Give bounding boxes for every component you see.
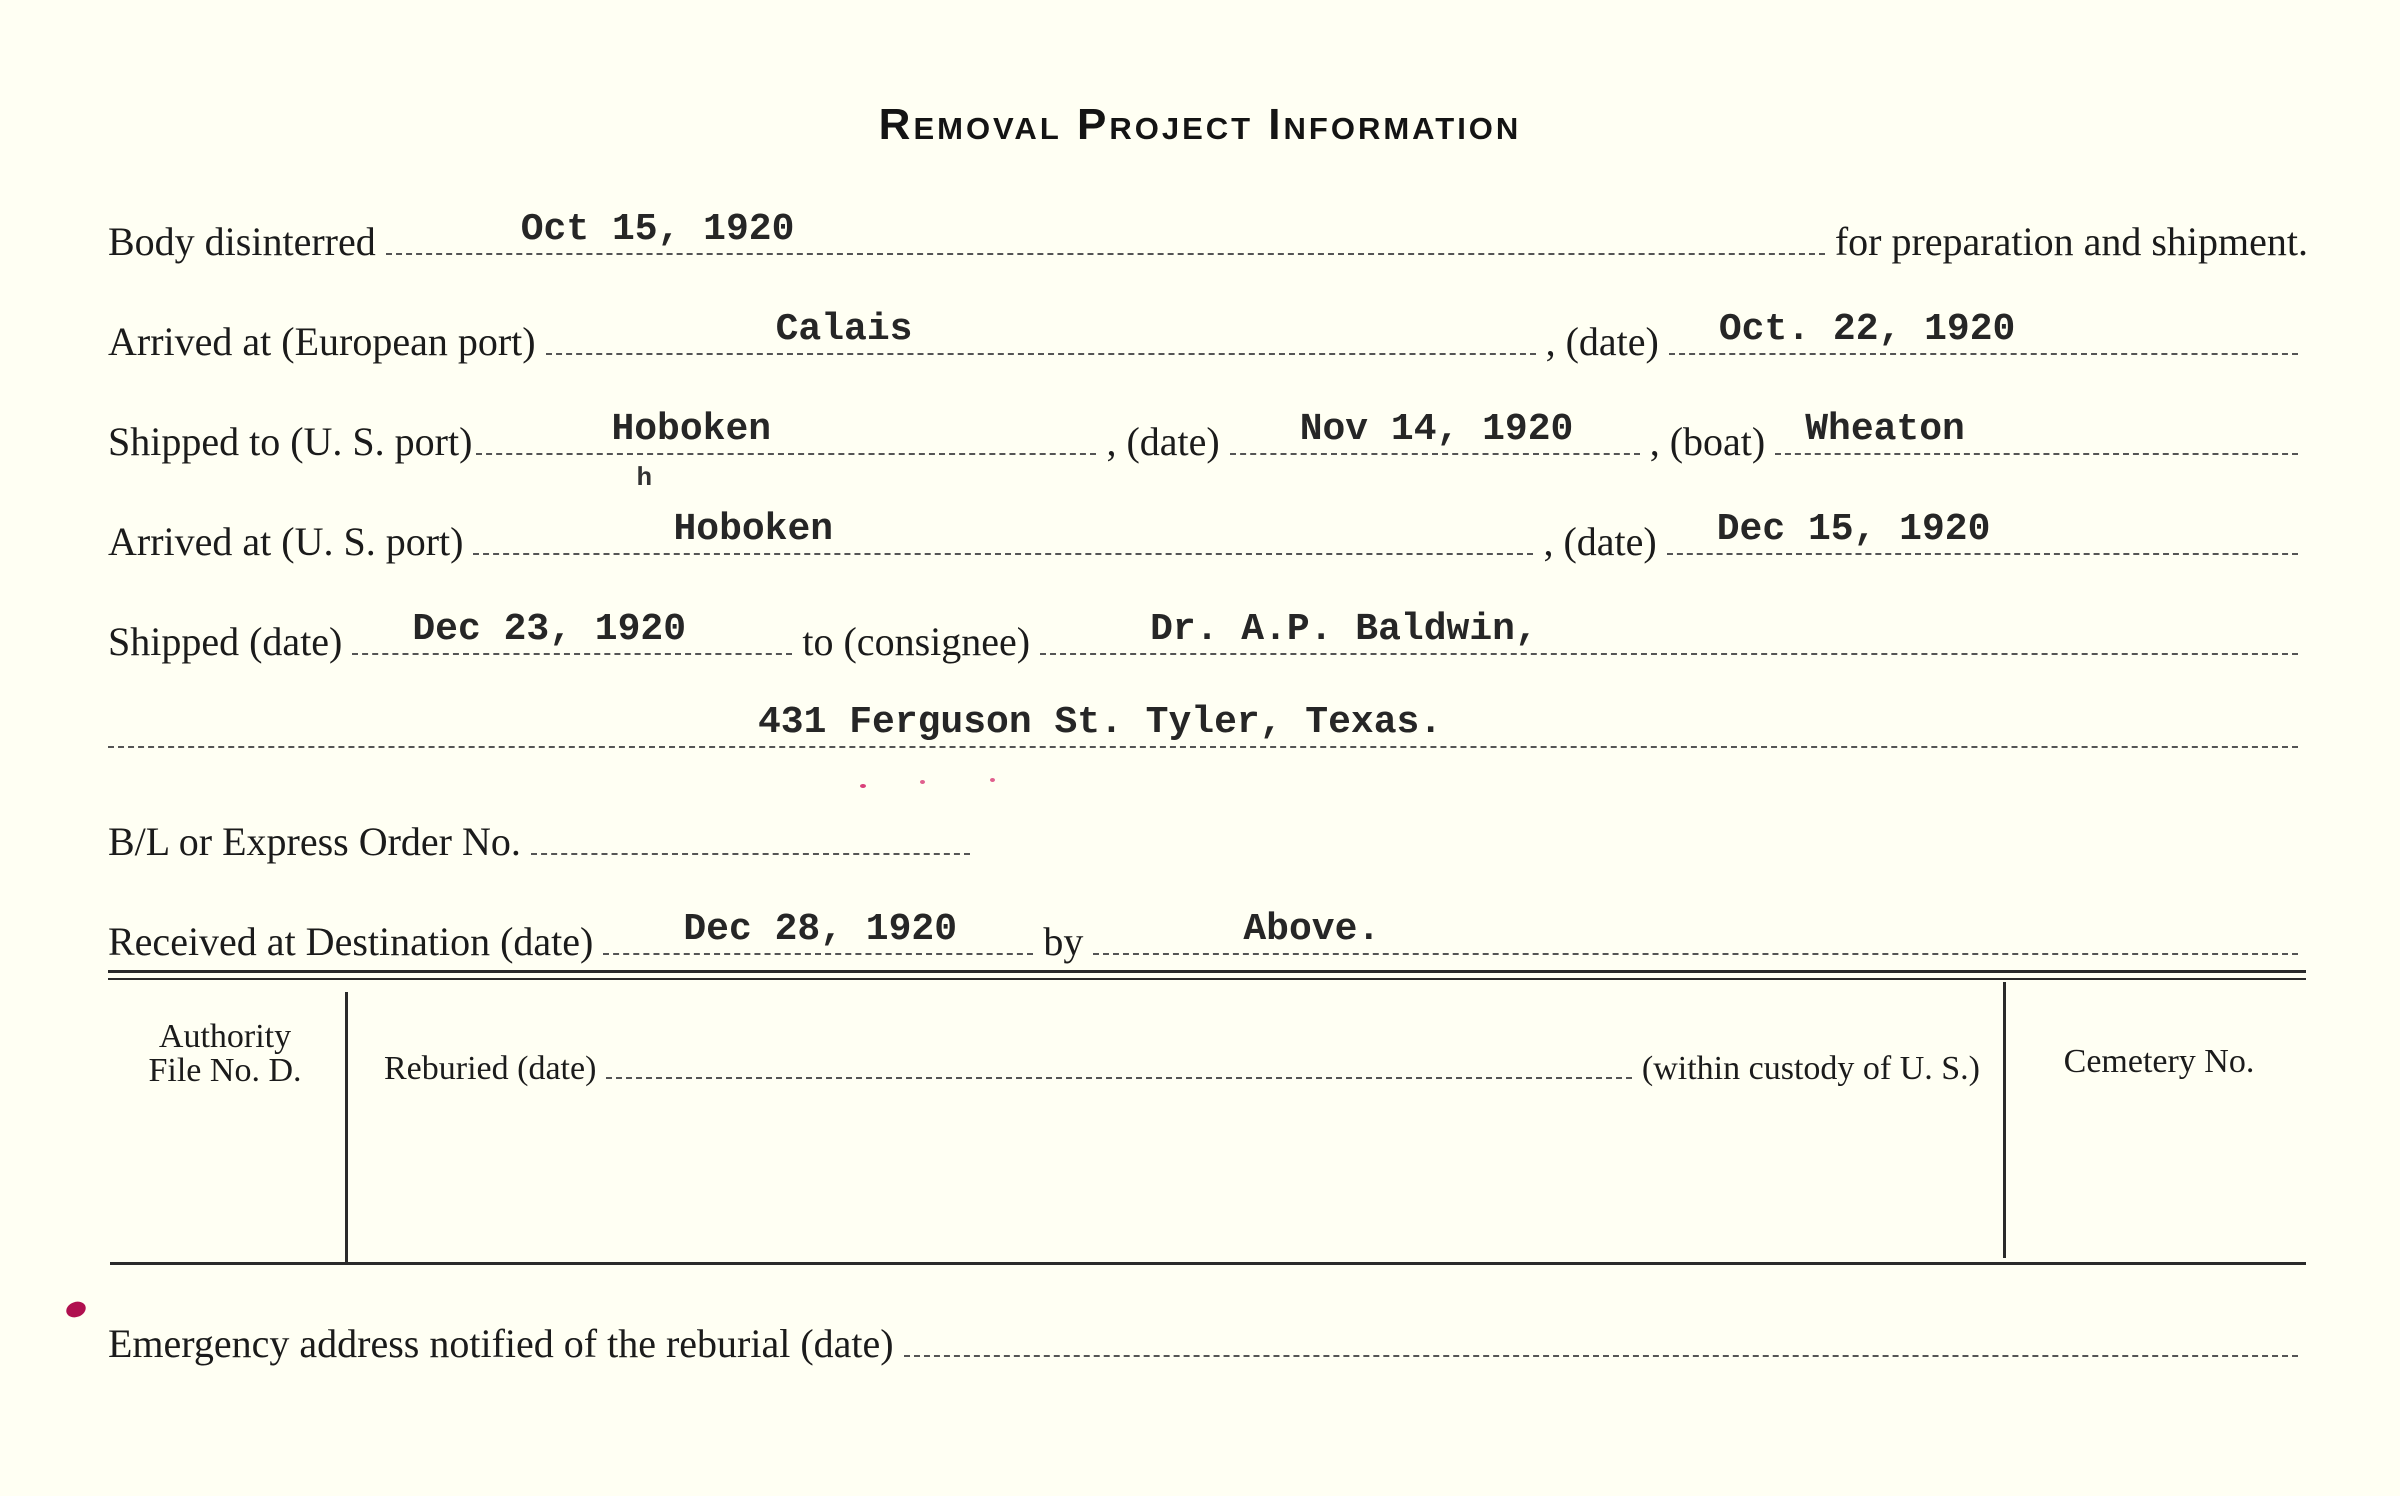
disinterred-value: Oct 15, 1920 <box>520 208 795 251</box>
shipped-us-date-value: Nov 14, 1920 <box>1299 408 1574 451</box>
consignee-value: Dr. A.P. Baldwin, <box>1150 608 1538 651</box>
received-by-value: Above. <box>1243 908 1381 951</box>
row-arrived-europe <box>108 308 2308 365</box>
authority-cell <box>110 1020 340 1088</box>
ink-mark <box>64 1299 88 1320</box>
shipped-us-boat-label: , (boat) <box>1649 419 1766 464</box>
arrived-us-date-value: Dec 15, 1920 <box>1716 508 1991 551</box>
reburied-label: Reburied (date) <box>384 1050 597 1087</box>
box-bottom-line <box>110 1262 2306 1265</box>
custody-label: (within custody of U. S.) <box>1641 1050 1980 1087</box>
row-shipped <box>108 608 2308 665</box>
arrived-europe-date-field[interactable] <box>1669 308 2298 355</box>
emergency-label: Emergency address notified of the reburial (date) <box>108 1321 894 1366</box>
shipped-us-date-label: , (date) <box>1106 419 1220 464</box>
row-reburied <box>384 1050 1980 1088</box>
disinterred-label: Body disinterred <box>108 219 376 264</box>
shipped-us-date-field[interactable] <box>1230 408 1640 455</box>
address-field[interactable] <box>108 701 2298 748</box>
bl-field[interactable] <box>531 823 970 855</box>
arrived-europe-field[interactable] <box>546 308 1536 355</box>
row-disinterred <box>108 208 2308 265</box>
ink-speck <box>990 778 995 782</box>
shipped-us-correction: h <box>636 463 653 493</box>
ink-speck <box>920 780 925 784</box>
shipped-us-boat-field[interactable] <box>1775 408 2298 455</box>
reburied-field[interactable] <box>606 1055 1632 1079</box>
consignee-field[interactable] <box>1040 608 2298 655</box>
divider-line <box>108 970 2306 973</box>
row-arrived-us <box>108 508 2308 565</box>
received-by-label: by <box>1043 919 1084 964</box>
arrived-us-date-label: , (date) <box>1543 519 1657 564</box>
row-bl <box>108 818 980 865</box>
arrived-europe-value: Calais <box>775 308 913 351</box>
arrived-us-value: Hoboken <box>673 508 834 551</box>
arrived-us-date-field[interactable] <box>1667 508 2298 555</box>
arrived-us-label: Arrived at (U. S. port) <box>108 519 464 564</box>
row-emergency <box>108 1320 2308 1367</box>
authority-label-1: Authority <box>158 1018 292 1055</box>
arrived-europe-date-label: , (date) <box>1545 319 1659 364</box>
card-title: Removal Project Information <box>878 100 1522 149</box>
consignee-label: to (consignee) <box>802 619 1031 664</box>
received-label: Received at Destination (date) <box>108 919 594 964</box>
shipped-us-field[interactable] <box>476 408 1096 493</box>
row-shipped-us <box>108 408 2308 493</box>
shipped-label: Shipped (date) <box>108 619 343 664</box>
shipped-date-field[interactable] <box>352 608 792 655</box>
shipped-us-boat-value: Wheaton <box>1805 408 1965 451</box>
authority-label-2: File No. D. <box>148 1052 302 1089</box>
shipped-us-label: Shipped to (U. S. port) <box>108 419 473 464</box>
disinterred-field[interactable] <box>386 208 1825 255</box>
address-value: 431 Ferguson St. Tyler, Texas. <box>758 701 1443 744</box>
shipped-date-value: Dec 23, 1920 <box>412 608 687 651</box>
emergency-field[interactable] <box>904 1325 2298 1357</box>
row-address <box>108 701 2308 748</box>
received-date-field[interactable] <box>603 908 1033 955</box>
received-date-value: Dec 28, 1920 <box>683 908 958 951</box>
received-by-field[interactable] <box>1093 908 2298 955</box>
shipped-us-value: Hoboken <box>611 408 772 451</box>
disinterred-suffix: for preparation and shipment. <box>1834 219 2308 264</box>
ink-speck <box>860 784 866 788</box>
arrived-us-field[interactable] <box>473 508 1533 555</box>
cemetery-label: Cemetery No. <box>2063 1043 2255 1080</box>
box-divider <box>2003 982 2006 1258</box>
box-divider <box>345 992 348 1264</box>
arrived-europe-label: Arrived at (European port) <box>108 319 536 364</box>
row-received <box>108 908 2308 965</box>
bl-label: B/L or Express Order No. <box>108 819 521 864</box>
divider-line <box>108 978 2306 980</box>
arrived-europe-date-value: Oct. 22, 1920 <box>1718 308 2016 351</box>
